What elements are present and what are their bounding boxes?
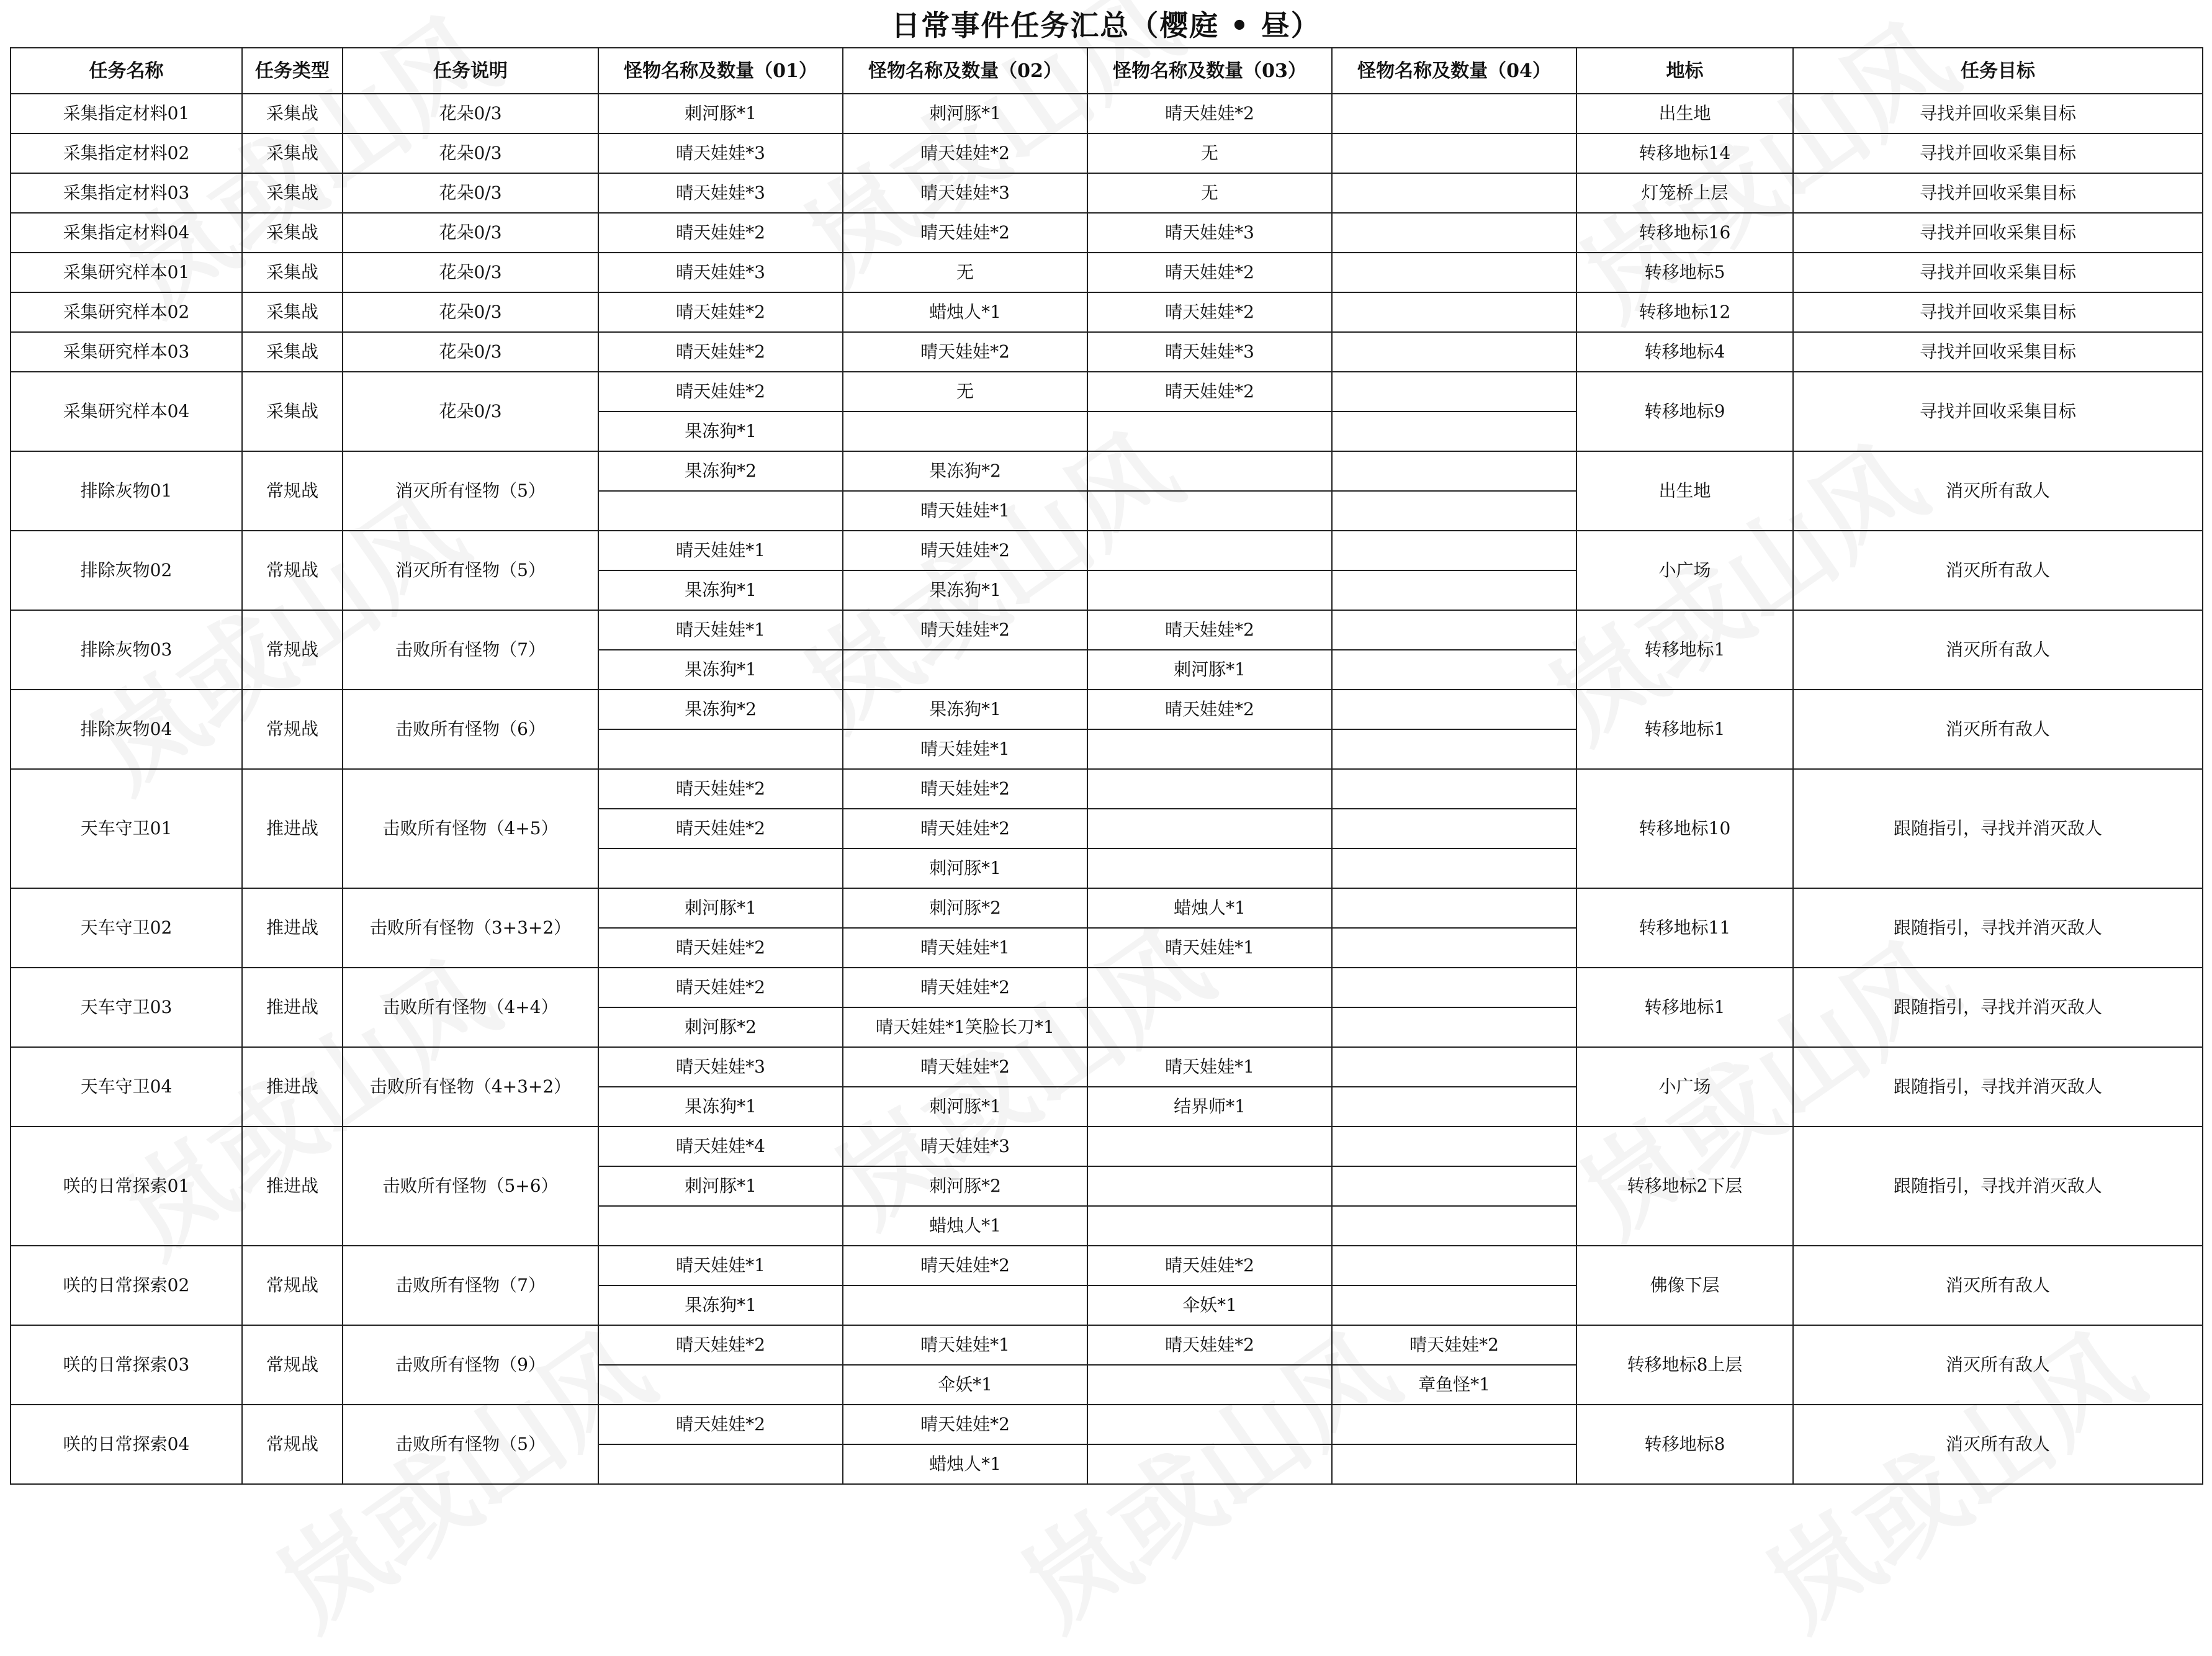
monster-4-cell[interactable] — [1332, 1206, 1576, 1246]
monster-1-cell[interactable]: 晴天娃娃*4 — [598, 1127, 843, 1166]
monster-2-cell[interactable]: 果冻狗*1 — [843, 690, 1087, 729]
landmark-cell[interactable]: 出生地 — [1576, 94, 1793, 133]
monster-3-cell[interactable] — [1087, 848, 1332, 888]
task-name-cell[interactable]: 排除灰物03 — [11, 610, 242, 690]
monster-3-cell[interactable] — [1087, 1444, 1332, 1484]
table-row — [11, 769, 2203, 809]
header-task-name[interactable]: 任务名称 — [11, 48, 242, 94]
goal-cell[interactable]: 消灭所有敌人 — [1793, 451, 2203, 531]
monster-4-cell[interactable] — [1332, 372, 1576, 412]
landmark-cell[interactable]: 转移地标10 — [1576, 769, 1793, 888]
monster-2-cell[interactable]: 伞妖*1 — [843, 1365, 1087, 1405]
header-task-desc[interactable]: 任务说明 — [343, 48, 598, 94]
table-row — [11, 690, 2203, 729]
task-desc-cell[interactable]: 击败所有怪物（4+4） — [343, 968, 598, 1047]
goal-cell[interactable]: 跟随指引，寻找并消灭敌人 — [1793, 888, 2203, 968]
monster-1-cell[interactable]: 晴天娃娃*1 — [598, 610, 843, 650]
monster-4-cell[interactable] — [1332, 213, 1576, 253]
monster-3-cell[interactable] — [1087, 1365, 1332, 1405]
monster-1-cell[interactable]: 晴天娃娃*1 — [598, 1246, 843, 1285]
monster-2-cell[interactable] — [843, 1285, 1087, 1325]
monster-2-cell[interactable]: 蜡烛人*1 — [843, 1444, 1087, 1484]
task-type-cell[interactable]: 采集战 — [242, 292, 343, 332]
monster-2-cell[interactable]: 刺河豚*1 — [843, 848, 1087, 888]
task-desc-cell[interactable]: 击败所有怪物（9） — [343, 1325, 598, 1405]
monster-2-cell[interactable]: 晴天娃娃*2 — [843, 1405, 1087, 1444]
monster-2-cell[interactable]: 晴天娃娃*1 — [843, 928, 1087, 968]
task-name-cell[interactable]: 采集研究样本02 — [11, 292, 242, 332]
task-type-cell[interactable]: 采集战 — [242, 133, 343, 173]
monster-2-cell[interactable]: 晴天娃娃*1笑脸长刀*1 — [843, 1007, 1087, 1047]
landmark-cell[interactable]: 佛像下层 — [1576, 1246, 1793, 1325]
table-row — [11, 1325, 2203, 1365]
monster-4-cell[interactable] — [1332, 1246, 1576, 1285]
goal-cell[interactable]: 跟随指引，寻找并消灭敌人 — [1793, 968, 2203, 1047]
goal-cell[interactable]: 寻找并回收采集目标 — [1793, 253, 2203, 292]
monster-1-cell[interactable] — [598, 848, 843, 888]
monster-3-cell[interactable]: 刺河豚*1 — [1087, 650, 1332, 690]
task-type-cell[interactable]: 常规战 — [242, 1246, 343, 1325]
monster-3-cell[interactable]: 晴天娃娃*1 — [1087, 1047, 1332, 1087]
monster-4-cell[interactable] — [1332, 1166, 1576, 1206]
landmark-cell[interactable]: 小广场 — [1576, 1047, 1793, 1127]
task-type-cell[interactable]: 推进战 — [242, 1047, 343, 1127]
table-row — [11, 1405, 2203, 1444]
monster-3-cell[interactable]: 无 — [1087, 133, 1332, 173]
monster-2-cell[interactable]: 晴天娃娃*2 — [843, 332, 1087, 372]
monster-3-cell[interactable]: 晴天娃娃*2 — [1087, 1325, 1332, 1365]
monster-1-cell[interactable]: 晴天娃娃*2 — [598, 809, 843, 848]
monster-3-cell[interactable] — [1087, 1405, 1332, 1444]
monster-1-cell[interactable] — [598, 1444, 843, 1484]
landmark-cell[interactable]: 转移地标16 — [1576, 213, 1793, 253]
landmark-cell[interactable]: 转移地标5 — [1576, 253, 1793, 292]
task-name-cell[interactable]: 采集指定材料01 — [11, 94, 242, 133]
task-type-cell[interactable]: 推进战 — [242, 968, 343, 1047]
task-desc-cell[interactable]: 消灭所有怪物（5） — [343, 451, 598, 531]
goal-cell[interactable]: 寻找并回收采集目标 — [1793, 372, 2203, 451]
task-name-cell[interactable]: 咲的日常探索02 — [11, 1246, 242, 1325]
monster-4-cell[interactable] — [1332, 848, 1576, 888]
task-name-cell[interactable]: 咲的日常探索03 — [11, 1325, 242, 1405]
task-name-cell[interactable]: 采集指定材料03 — [11, 173, 242, 213]
header-goal[interactable]: 任务目标 — [1793, 48, 2203, 94]
monster-1-cell[interactable]: 果冻狗*1 — [598, 570, 843, 610]
monster-3-cell[interactable]: 晴天娃娃*1 — [1087, 928, 1332, 968]
monster-1-cell[interactable]: 晴天娃娃*3 — [598, 173, 843, 213]
monster-4-cell[interactable] — [1332, 531, 1576, 570]
task-desc-cell[interactable]: 击败所有怪物（4+3+2） — [343, 1047, 598, 1127]
monster-4-cell[interactable] — [1332, 1127, 1576, 1166]
monster-1-cell[interactable] — [598, 729, 843, 769]
monster-3-cell[interactable] — [1087, 769, 1332, 809]
table-row — [11, 1246, 2203, 1285]
header-monster-04[interactable]: 怪物名称及数量（04） — [1332, 48, 1576, 94]
monster-1-cell[interactable]: 果冻狗*1 — [598, 1087, 843, 1127]
goal-cell[interactable]: 寻找并回收采集目标 — [1793, 213, 2203, 253]
monster-2-cell[interactable]: 蜡烛人*1 — [843, 1206, 1087, 1246]
goal-cell[interactable]: 寻找并回收采集目标 — [1793, 133, 2203, 173]
goal-cell[interactable]: 寻找并回收采集目标 — [1793, 173, 2203, 213]
monster-1-cell[interactable]: 晴天娃娃*3 — [598, 253, 843, 292]
monster-2-cell[interactable]: 晴天娃娃*2 — [843, 769, 1087, 809]
monster-2-cell[interactable]: 刺河豚*2 — [843, 1166, 1087, 1206]
monster-3-cell[interactable] — [1087, 570, 1332, 610]
task-type-cell[interactable]: 常规战 — [242, 1325, 343, 1405]
task-type-cell[interactable]: 常规战 — [242, 610, 343, 690]
monster-4-cell[interactable] — [1332, 1444, 1576, 1484]
task-type-cell[interactable]: 推进战 — [242, 769, 343, 888]
monster-2-cell[interactable]: 晴天娃娃*1 — [843, 491, 1087, 531]
header-monster-02[interactable]: 怪物名称及数量（02） — [843, 48, 1087, 94]
monster-1-cell[interactable]: 晴天娃娃*3 — [598, 133, 843, 173]
task-name-cell[interactable]: 采集研究样本04 — [11, 372, 242, 451]
monster-2-cell[interactable]: 晴天娃娃*2 — [843, 531, 1087, 570]
goal-cell[interactable]: 寻找并回收采集目标 — [1793, 332, 2203, 372]
monster-2-cell[interactable]: 晴天娃娃*2 — [843, 610, 1087, 650]
task-desc-cell[interactable]: 击败所有怪物（7） — [343, 1246, 598, 1325]
monster-2-cell[interactable]: 晴天娃娃*1 — [843, 1325, 1087, 1365]
goal-cell[interactable]: 消灭所有敌人 — [1793, 690, 2203, 769]
landmark-cell[interactable]: 转移地标4 — [1576, 332, 1793, 372]
monster-4-cell[interactable] — [1332, 292, 1576, 332]
goal-cell[interactable]: 消灭所有敌人 — [1793, 610, 2203, 690]
monster-1-cell[interactable]: 晴天娃娃*2 — [598, 213, 843, 253]
monster-1-cell[interactable]: 晴天娃娃*2 — [598, 769, 843, 809]
landmark-cell[interactable]: 转移地标1 — [1576, 610, 1793, 690]
monster-1-cell[interactable]: 果冻狗*1 — [598, 412, 843, 451]
monster-2-cell[interactable]: 晴天娃娃*2 — [843, 133, 1087, 173]
monster-1-cell[interactable]: 刺河豚*2 — [598, 1007, 843, 1047]
monster-2-cell[interactable]: 晴天娃娃*2 — [843, 1047, 1087, 1087]
header-row — [11, 48, 2203, 94]
table-row — [11, 610, 2203, 650]
monster-1-cell[interactable]: 果冻狗*1 — [598, 650, 843, 690]
monster-4-cell[interactable] — [1332, 888, 1576, 928]
monster-4-cell[interactable] — [1332, 133, 1576, 173]
monster-1-cell[interactable]: 晴天娃娃*1 — [598, 531, 843, 570]
task-desc-cell[interactable]: 花朵0/3 — [343, 332, 598, 372]
monster-3-cell[interactable] — [1087, 968, 1332, 1007]
monster-4-cell[interactable] — [1332, 1047, 1576, 1087]
table-row — [11, 1127, 2203, 1166]
table-row — [11, 451, 2203, 491]
monster-1-cell[interactable]: 刺河豚*1 — [598, 94, 843, 133]
task-name-cell[interactable]: 咲的日常探索04 — [11, 1405, 242, 1484]
monster-2-cell[interactable]: 刺河豚*1 — [843, 1087, 1087, 1127]
monster-1-cell[interactable]: 晴天娃娃*2 — [598, 1405, 843, 1444]
monster-1-cell[interactable]: 晴天娃娃*2 — [598, 332, 843, 372]
monster-2-cell[interactable]: 无 — [843, 372, 1087, 412]
monster-2-cell[interactable] — [843, 650, 1087, 690]
monster-3-cell[interactable]: 晴天娃娃*2 — [1087, 372, 1332, 412]
landmark-cell[interactable]: 转移地标14 — [1576, 133, 1793, 173]
task-desc-cell[interactable]: 花朵0/3 — [343, 292, 598, 332]
monster-3-cell[interactable]: 晴天娃娃*2 — [1087, 292, 1332, 332]
task-type-cell[interactable]: 推进战 — [242, 888, 343, 968]
goal-cell[interactable]: 跟随指引，寻找并消灭敌人 — [1793, 769, 2203, 888]
landmark-cell[interactable]: 灯笼桥上层 — [1576, 173, 1793, 213]
task-desc-cell[interactable]: 击败所有怪物（6） — [343, 690, 598, 769]
monster-3-cell[interactable]: 晴天娃娃*2 — [1087, 94, 1332, 133]
task-name-cell[interactable]: 天车守卫04 — [11, 1047, 242, 1127]
sheet-title: 日常事件任务汇总（樱庭 • 昼） — [891, 9, 1321, 42]
landmark-cell[interactable]: 转移地标8 — [1576, 1405, 1793, 1484]
monster-1-cell[interactable]: 晴天娃娃*2 — [598, 968, 843, 1007]
monster-3-cell[interactable]: 晴天娃娃*2 — [1087, 690, 1332, 729]
task-desc-cell[interactable]: 花朵0/3 — [343, 213, 598, 253]
goal-cell[interactable]: 跟随指引，寻找并消灭敌人 — [1793, 1127, 2203, 1246]
monster-2-cell[interactable]: 晴天娃娃*3 — [843, 1127, 1087, 1166]
task-type-cell[interactable]: 采集战 — [242, 94, 343, 133]
monster-3-cell[interactable]: 晴天娃娃*2 — [1087, 610, 1332, 650]
monster-3-cell[interactable] — [1087, 809, 1332, 848]
monster-3-cell[interactable]: 晴天娃娃*2 — [1087, 253, 1332, 292]
task-desc-cell[interactable]: 花朵0/3 — [343, 372, 598, 451]
task-desc-cell[interactable]: 消灭所有怪物（5） — [343, 531, 598, 610]
monster-3-cell[interactable] — [1087, 491, 1332, 531]
monster-4-cell[interactable] — [1332, 690, 1576, 729]
monster-1-cell[interactable]: 晴天娃娃*3 — [598, 1047, 843, 1087]
task-type-cell[interactable]: 常规战 — [242, 690, 343, 769]
monster-3-cell[interactable]: 晴天娃娃*3 — [1087, 332, 1332, 372]
landmark-cell[interactable]: 转移地标9 — [1576, 372, 1793, 451]
task-name-cell[interactable]: 采集指定材料02 — [11, 133, 242, 173]
task-desc-cell[interactable]: 花朵0/3 — [343, 253, 598, 292]
monster-1-cell[interactable]: 果冻狗*1 — [598, 1285, 843, 1325]
task-name-cell[interactable]: 天车守卫03 — [11, 968, 242, 1047]
monster-4-cell[interactable] — [1332, 1007, 1576, 1047]
landmark-cell[interactable]: 转移地标1 — [1576, 690, 1793, 769]
monster-3-cell[interactable]: 晴天娃娃*2 — [1087, 1246, 1332, 1285]
task-desc-cell[interactable]: 花朵0/3 — [343, 133, 598, 173]
monster-4-cell[interactable] — [1332, 1285, 1576, 1325]
task-type-cell[interactable]: 采集战 — [242, 173, 343, 213]
monster-3-cell[interactable] — [1087, 531, 1332, 570]
monster-2-cell[interactable]: 晴天娃娃*2 — [843, 213, 1087, 253]
monster-3-cell[interactable]: 晴天娃娃*3 — [1087, 213, 1332, 253]
landmark-cell[interactable]: 小广场 — [1576, 531, 1793, 610]
monster-3-cell[interactable] — [1087, 1127, 1332, 1166]
task-desc-cell[interactable]: 花朵0/3 — [343, 173, 598, 213]
task-name-cell[interactable]: 排除灰物04 — [11, 690, 242, 769]
monster-4-cell[interactable] — [1332, 650, 1576, 690]
monster-2-cell[interactable]: 无 — [843, 253, 1087, 292]
monster-4-cell[interactable] — [1332, 729, 1576, 769]
monster-4-cell[interactable] — [1332, 809, 1576, 848]
monster-2-cell[interactable]: 晴天娃娃*2 — [843, 809, 1087, 848]
header-landmark[interactable]: 地标 — [1576, 48, 1793, 94]
monster-2-cell[interactable]: 晴天娃娃*1 — [843, 729, 1087, 769]
task-desc-cell[interactable]: 花朵0/3 — [343, 94, 598, 133]
task-name-cell[interactable]: 采集研究样本01 — [11, 253, 242, 292]
table-row — [11, 1047, 2203, 1087]
task-name-cell[interactable]: 天车守卫02 — [11, 888, 242, 968]
monster-2-cell[interactable]: 蜡烛人*1 — [843, 292, 1087, 332]
goal-cell[interactable]: 跟随指引，寻找并消灭敌人 — [1793, 1047, 2203, 1127]
landmark-cell[interactable]: 转移地标11 — [1576, 888, 1793, 968]
monster-1-cell[interactable]: 果冻狗*2 — [598, 451, 843, 491]
table-row — [11, 372, 2203, 412]
monster-4-cell[interactable] — [1332, 491, 1576, 531]
task-type-cell[interactable]: 采集战 — [242, 372, 343, 451]
monster-4-cell[interactable] — [1332, 928, 1576, 968]
task-name-cell[interactable]: 采集研究样本03 — [11, 332, 242, 372]
monster-3-cell[interactable]: 结界师*1 — [1087, 1087, 1332, 1127]
monster-3-cell[interactable] — [1087, 412, 1332, 451]
monster-4-cell[interactable]: 章鱼怪*1 — [1332, 1365, 1576, 1405]
monster-3-cell[interactable]: 伞妖*1 — [1087, 1285, 1332, 1325]
landmark-cell[interactable]: 转移地标1 — [1576, 968, 1793, 1047]
monster-1-cell[interactable] — [598, 491, 843, 531]
task-table-body — [11, 94, 2203, 1484]
task-table — [10, 47, 2203, 1485]
monster-4-cell[interactable] — [1332, 332, 1576, 372]
table-row — [11, 133, 2203, 173]
monster-4-cell[interactable]: 晴天娃娃*2 — [1332, 1325, 1576, 1365]
table-row — [11, 888, 2203, 928]
task-name-cell[interactable]: 咲的日常探索01 — [11, 1127, 242, 1246]
monster-4-cell[interactable] — [1332, 610, 1576, 650]
landmark-cell[interactable]: 转移地标8上层 — [1576, 1325, 1793, 1405]
monster-4-cell[interactable] — [1332, 1087, 1576, 1127]
monster-2-cell[interactable] — [843, 412, 1087, 451]
goal-cell[interactable]: 消灭所有敌人 — [1793, 531, 2203, 610]
monster-3-cell[interactable] — [1087, 1206, 1332, 1246]
monster-4-cell[interactable] — [1332, 173, 1576, 213]
monster-4-cell[interactable] — [1332, 253, 1576, 292]
task-name-cell[interactable]: 排除灰物02 — [11, 531, 242, 610]
monster-4-cell[interactable] — [1332, 968, 1576, 1007]
landmark-cell[interactable]: 转移地标2下层 — [1576, 1127, 1793, 1246]
task-desc-cell[interactable]: 击败所有怪物（3+3+2） — [343, 888, 598, 968]
task-type-cell[interactable]: 采集战 — [242, 213, 343, 253]
task-type-cell[interactable]: 常规战 — [242, 451, 343, 531]
task-desc-cell[interactable]: 击败所有怪物（5） — [343, 1405, 598, 1484]
monster-1-cell[interactable]: 晴天娃娃*2 — [598, 292, 843, 332]
table-row — [11, 968, 2203, 1007]
monster-4-cell[interactable] — [1332, 451, 1576, 491]
task-type-cell[interactable]: 采集战 — [242, 332, 343, 372]
task-type-cell[interactable]: 推进战 — [242, 1127, 343, 1246]
table-row — [11, 253, 2203, 292]
goal-cell[interactable]: 消灭所有敌人 — [1793, 1325, 2203, 1405]
goal-cell[interactable]: 消灭所有敌人 — [1793, 1246, 2203, 1325]
monster-3-cell[interactable] — [1087, 1166, 1332, 1206]
monster-2-cell[interactable]: 晴天娃娃*2 — [843, 1246, 1087, 1285]
task-type-cell[interactable]: 常规战 — [242, 531, 343, 610]
task-name-cell[interactable]: 采集指定材料04 — [11, 213, 242, 253]
monster-3-cell[interactable] — [1087, 451, 1332, 491]
monster-2-cell[interactable]: 果冻狗*2 — [843, 451, 1087, 491]
task-desc-cell[interactable]: 击败所有怪物（7） — [343, 610, 598, 690]
task-desc-cell[interactable]: 击败所有怪物（5+6） — [343, 1127, 598, 1246]
monster-3-cell[interactable]: 蜡烛人*1 — [1087, 888, 1332, 928]
landmark-cell[interactable]: 出生地 — [1576, 451, 1793, 531]
task-type-cell[interactable]: 常规战 — [242, 1405, 343, 1484]
monster-2-cell[interactable]: 刺河豚*2 — [843, 888, 1087, 928]
monster-3-cell[interactable] — [1087, 729, 1332, 769]
task-desc-cell[interactable]: 击败所有怪物（4+5） — [343, 769, 598, 888]
monster-4-cell[interactable] — [1332, 769, 1576, 809]
monster-3-cell[interactable] — [1087, 1007, 1332, 1047]
goal-cell[interactable]: 寻找并回收采集目标 — [1793, 292, 2203, 332]
table-row — [11, 213, 2203, 253]
table-row — [11, 332, 2203, 372]
monster-1-cell[interactable]: 刺河豚*1 — [598, 1166, 843, 1206]
monster-2-cell[interactable]: 晴天娃娃*2 — [843, 968, 1087, 1007]
header-monster-01[interactable]: 怪物名称及数量（01） — [598, 48, 843, 94]
table-row — [11, 94, 2203, 133]
table-row — [11, 292, 2203, 332]
monster-2-cell[interactable]: 刺河豚*1 — [843, 94, 1087, 133]
goal-cell[interactable]: 寻找并回收采集目标 — [1793, 94, 2203, 133]
monster-3-cell[interactable]: 无 — [1087, 173, 1332, 213]
monster-1-cell[interactable] — [598, 1206, 843, 1246]
table-row — [11, 173, 2203, 213]
monster-1-cell[interactable] — [598, 1365, 843, 1405]
monster-1-cell[interactable]: 晴天娃娃*2 — [598, 1325, 843, 1365]
monster-2-cell[interactable]: 晴天娃娃*3 — [843, 173, 1087, 213]
header-monster-03[interactable]: 怪物名称及数量（03） — [1087, 48, 1332, 94]
monster-4-cell[interactable] — [1332, 412, 1576, 451]
monster-1-cell[interactable]: 刺河豚*1 — [598, 888, 843, 928]
table-row — [11, 531, 2203, 570]
task-type-cell[interactable]: 采集战 — [242, 253, 343, 292]
header-task-type[interactable]: 任务类型 — [242, 48, 343, 94]
landmark-cell[interactable]: 转移地标12 — [1576, 292, 1793, 332]
monster-2-cell[interactable]: 果冻狗*1 — [843, 570, 1087, 610]
monster-4-cell[interactable] — [1332, 570, 1576, 610]
goal-cell[interactable]: 消灭所有敌人 — [1793, 1405, 2203, 1484]
task-name-cell[interactable]: 天车守卫01 — [11, 769, 242, 888]
task-name-cell[interactable]: 排除灰物01 — [11, 451, 242, 531]
monster-1-cell[interactable]: 晴天娃娃*2 — [598, 372, 843, 412]
monster-1-cell[interactable]: 晴天娃娃*2 — [598, 928, 843, 968]
monster-1-cell[interactable]: 果冻狗*2 — [598, 690, 843, 729]
monster-4-cell[interactable] — [1332, 94, 1576, 133]
monster-4-cell[interactable] — [1332, 1405, 1576, 1444]
